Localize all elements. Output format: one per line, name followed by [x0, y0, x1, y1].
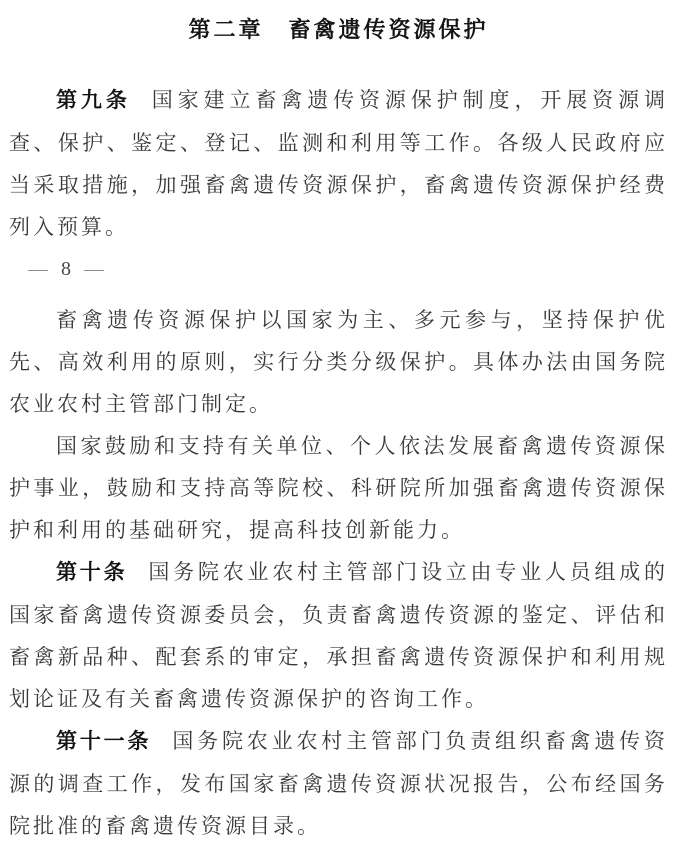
article-paragraph: [9, 299, 668, 425]
article-number-label: 第九条: [56, 89, 131, 112]
article-number-label: 第十条: [56, 561, 128, 584]
footer-dash-left: —: [28, 258, 48, 280]
paragraph-text: 国务院农业农村主管部门负责组织畜禽遗传资源的调查工作，发布国家畜禽遗传资源状况报告，公布经国务院批准的畜禽遗传资源目录。: [9, 729, 669, 838]
article-number-label: 第十一条: [56, 730, 152, 753]
article-paragraph: [9, 79, 668, 248]
paragraph-text: 国家鼓励和支持有关单位、个人依法发展畜禽遗传资源保护事业，鼓励和支持高等院校、科研院所加强畜禽遗传资源保护和利用的基础研究，提高科技创新能力。: [9, 434, 668, 542]
paragraph-text: 国家建立畜禽遗传资源保护制度，开展资源调查、保护、鉴定、登记、监测和利用等工作。各级人民政府应当采取措施，加强畜禽遗传资源保护，畜禽遗传资源保护经费列入预算。: [9, 88, 669, 239]
article-paragraph: [9, 425, 668, 551]
footer-page-number: 8: [61, 258, 71, 280]
footer-dash-right: —: [84, 258, 104, 280]
paragraph-text: 国务院农业农村主管部门设立由专业人员组成的国家畜禽遗传资源委员会，负责畜禽遗传资源的鉴定、评估和畜禽新品种、配套系的审定，承担畜禽遗传资源保护和利用规划论证及有关畜禽遗传资源保护的咨询工作。: [9, 560, 669, 711]
page-number: [28, 248, 668, 290]
paragraph-text: 畜禽遗传资源保护以国家为主、多元参与，坚持保护优先、高效利用的原则，实行分类分级保护。具体办法由国务院农业农村主管部门制定。: [9, 308, 668, 416]
article-paragraph: [9, 551, 668, 720]
article-paragraph: [9, 720, 668, 847]
chapter-title: 第二章 畜禽遗传资源保护: [188, 17, 489, 42]
